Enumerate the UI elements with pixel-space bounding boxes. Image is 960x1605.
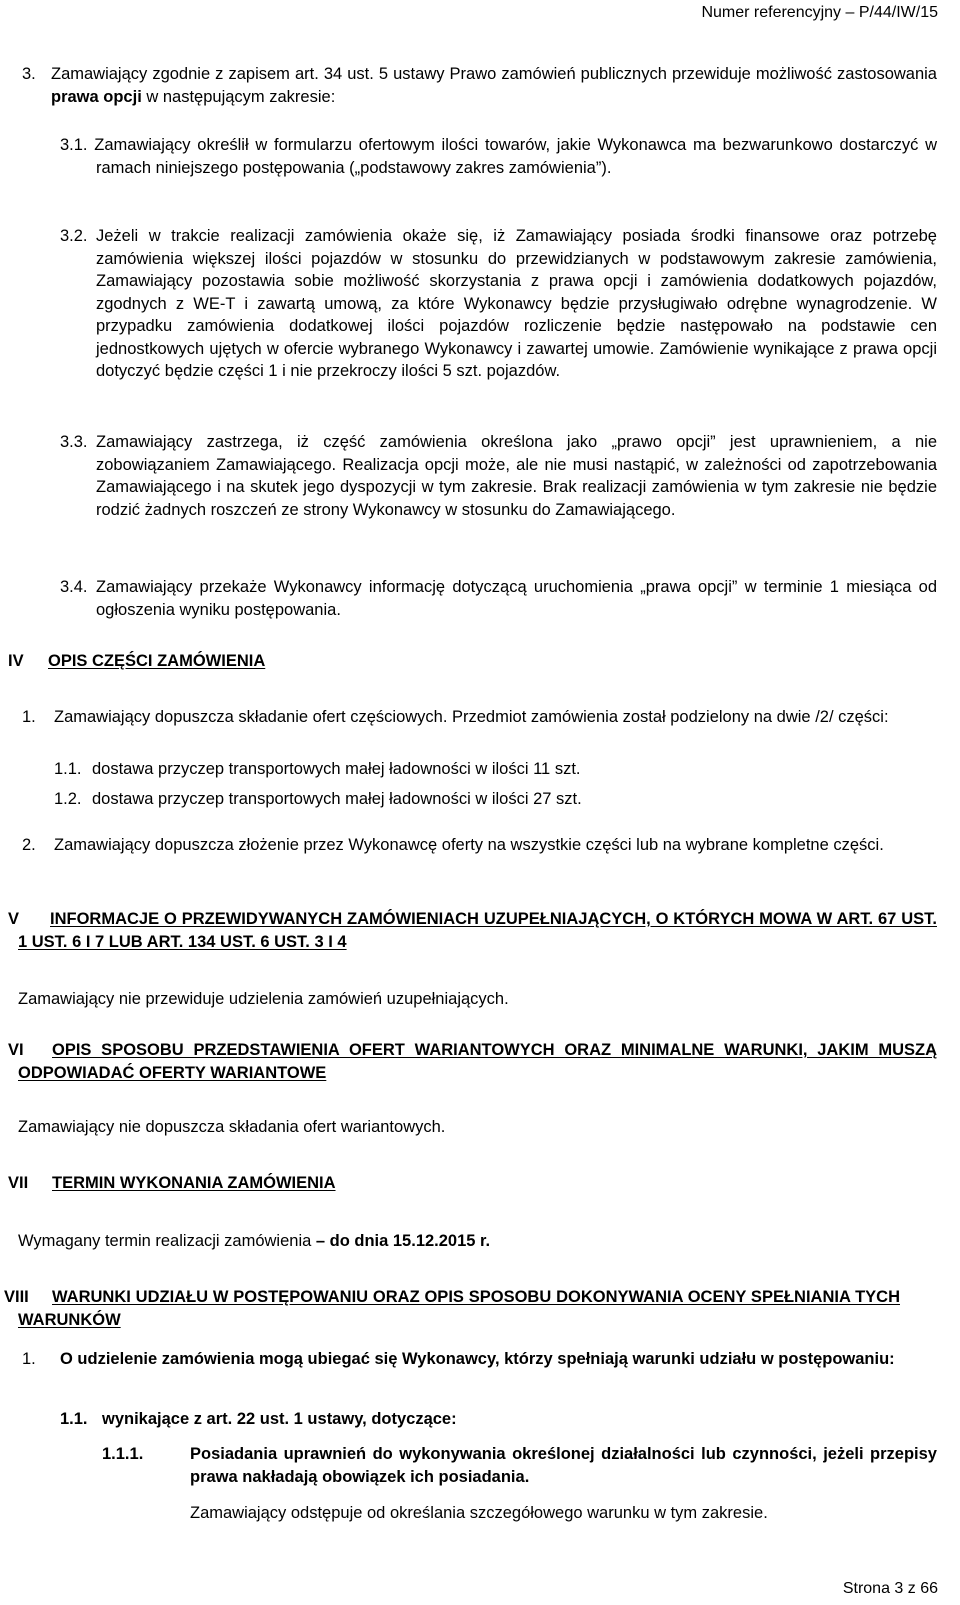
paragraph-3-4: Zamawiający przekaże Wykonawcy informację dotyczącą uruchomienia „prawa opcji” w terminie 1 miesiąca od ogłoszenia wyniku postępowania. — [96, 578, 937, 619]
item-number: 1. — [22, 708, 36, 726]
paragraph-iv-1: Zamawiający dopuszcza składanie ofert częściowych. Przedmiot zamówienia został podzielony na dwie /2/ części: — [54, 708, 889, 726]
section-title-iv: OPIS CZĘŚCI ZAMÓWIENIA — [48, 652, 266, 670]
item-number: 1.2. — [54, 790, 82, 808]
section-number-viii: VIII — [4, 1288, 29, 1306]
paragraph-iv-2: Zamawiający dopuszcza złożenie przez Wykonawcę oferty na wszystkie części lub na wybrane kompletne części. — [54, 836, 884, 854]
paragraph-vi: Zamawiający nie dopuszcza składania ofert wariantowych. — [18, 1118, 446, 1136]
section-number-vii: VII — [8, 1174, 29, 1192]
document-reference: Numer referencyjny – P/44/IW/15 — [701, 4, 938, 21]
text: Zamawiający zgodnie z zapisem art. 34 ust. 5 ustawy Prawo zamówień publicznych przewiduje możliwość zastosowania — [51, 65, 937, 83]
section-title-v: INFORMACJE O PRZEWIDYWANYCH ZAMÓWIENIACH UZUPEŁNIAJĄCYCH, O KTÓRYCH MOWA W ART. 67 UST. 1 UST. 6 I 7 LUB ART. 134 UST. 6 UST. 3 I 4 — [18, 910, 937, 951]
item-number: 3.2. — [60, 227, 88, 245]
paragraph-vii — [18, 1230, 490, 1253]
paragraph-viii-1-1: wynikające z art. 22 ust. 1 ustawy, dotyczące: — [102, 1410, 457, 1428]
item-number: 1.1. — [54, 760, 82, 778]
section-title-vi: OPIS SPOSOBU PRZEDSTAWIENIA OFERT WARIANTOWYCH ORAZ MINIMALNE WARUNKI, JAKIM MUSZĄ ODPOWIADAĆ OFERTY WARIANTOWE — [18, 1041, 937, 1082]
item-number: 1. — [22, 1350, 36, 1368]
paragraph-3-2: Jeżeli w trakcie realizacji zamówienia okaże się, iż Zamawiający posiada środki finansowe oraz potrzebę zamówienia większej ilości pojazdów w stosunku do przewidzianych w podstawowym zakresie zamówienia, Zamawiający pozostawia sobie możliwość skorzystania z prawa opcji i zamówienia dodatkowych pojazdów, zgodnych z WE-T i zawartą umową, za które Wykonawcy będzie przysługiwało odrębne wynagrodzenie. W przypadku zamówienia dodatkowej ilości pojazdów rozliczenie będzie następowało na podstawie cen jednostkowych ujętych w ofercie wybranego Wykonawcy i zawartej umowie. Zamówienie wynikające z prawa opcji dotyczyć będzie części 1 i nie przekroczy ilości 5 szt. pojazdów. — [96, 227, 937, 380]
text: w następującym zakresie: — [141, 87, 336, 106]
paragraph-viii-note: Zamawiający odstępuje od określania szczegółowego warunku w tym zakresie. — [190, 1504, 768, 1522]
text: Wymagany termin realizacji zamówienia — [18, 1232, 316, 1250]
deadline: – do dnia 15.12.2015 r. — [315, 1232, 491, 1250]
item-number: 3.1. — [60, 136, 88, 154]
page-number: Strona 3 z 66 — [842, 1580, 938, 1597]
list-item: dostawa przyczep transportowych małej ładowności w ilości 27 szt. — [92, 790, 582, 808]
item-number: 3.3. — [60, 433, 88, 451]
section-title-viii: WARUNKI UDZIAŁU W POSTĘPOWANIU ORAZ OPIS SPOSOBU DOKONYWANIA OCENY SPEŁNIANIA TYCH WARUNKÓW — [18, 1288, 900, 1329]
paragraph-3-3: Zamawiający zastrzega, iż część zamówienia określona jako „prawo opcji” jest uprawnieniem, a nie zobowiązaniem Zamawiającego. Realizacja opcji może, ale nie musi nastąpić, w zależności od zapotrzebowania Zamawiającego i na skutek jego dyspozycji w tym zakresie. Brak realizacji zamówienia w tym zakresie nie będzie rodzić żadnych roszczeń ze strony Wykonawcy w stosunku do Zamawiającego. — [96, 433, 937, 519]
paragraph-option-right — [51, 63, 937, 108]
item-number: 1.1. — [60, 1410, 88, 1428]
section-number-iv: IV — [8, 652, 24, 670]
list-item: dostawa przyczep transportowych małej ładowności w ilości 11 szt. — [92, 760, 581, 778]
section-title-vii: TERMIN WYKONANIA ZAMÓWIENIA — [52, 1174, 336, 1192]
item-number: 1.1.1. — [102, 1445, 144, 1463]
item-number: 3.4. — [60, 578, 88, 596]
paragraph-3-1 — [96, 134, 937, 179]
text: Zamawiający określił w formularzu ofertowym ilości towarów, jakie Wykonawca ma bezwarunkowo dostarczyć w ramach niniejszego postępowania („podstawowy zakres zamówienia”). — [94, 136, 937, 177]
bold-text: prawa opcji — [51, 87, 142, 106]
paragraph-viii-1: O udzielenie zamówienia mogą ubiegać się Wykonawcy, którzy spełniają warunki udziału w postępowaniu: — [60, 1350, 895, 1368]
item-number: 3. — [22, 65, 36, 83]
item-number: 2. — [22, 836, 36, 854]
paragraph-viii-1-1-1: Posiadania uprawnień do wykonywania określonej działalności lub czynności, jeżeli przepisy prawa nakładają obowiązek ich posiadania. — [190, 1445, 937, 1486]
section-number-v: V — [8, 910, 20, 928]
paragraph-v: Zamawiający nie przewiduje udzielenia zamówień uzupełniających. — [18, 990, 509, 1008]
section-number-vi: VI — [8, 1041, 24, 1059]
